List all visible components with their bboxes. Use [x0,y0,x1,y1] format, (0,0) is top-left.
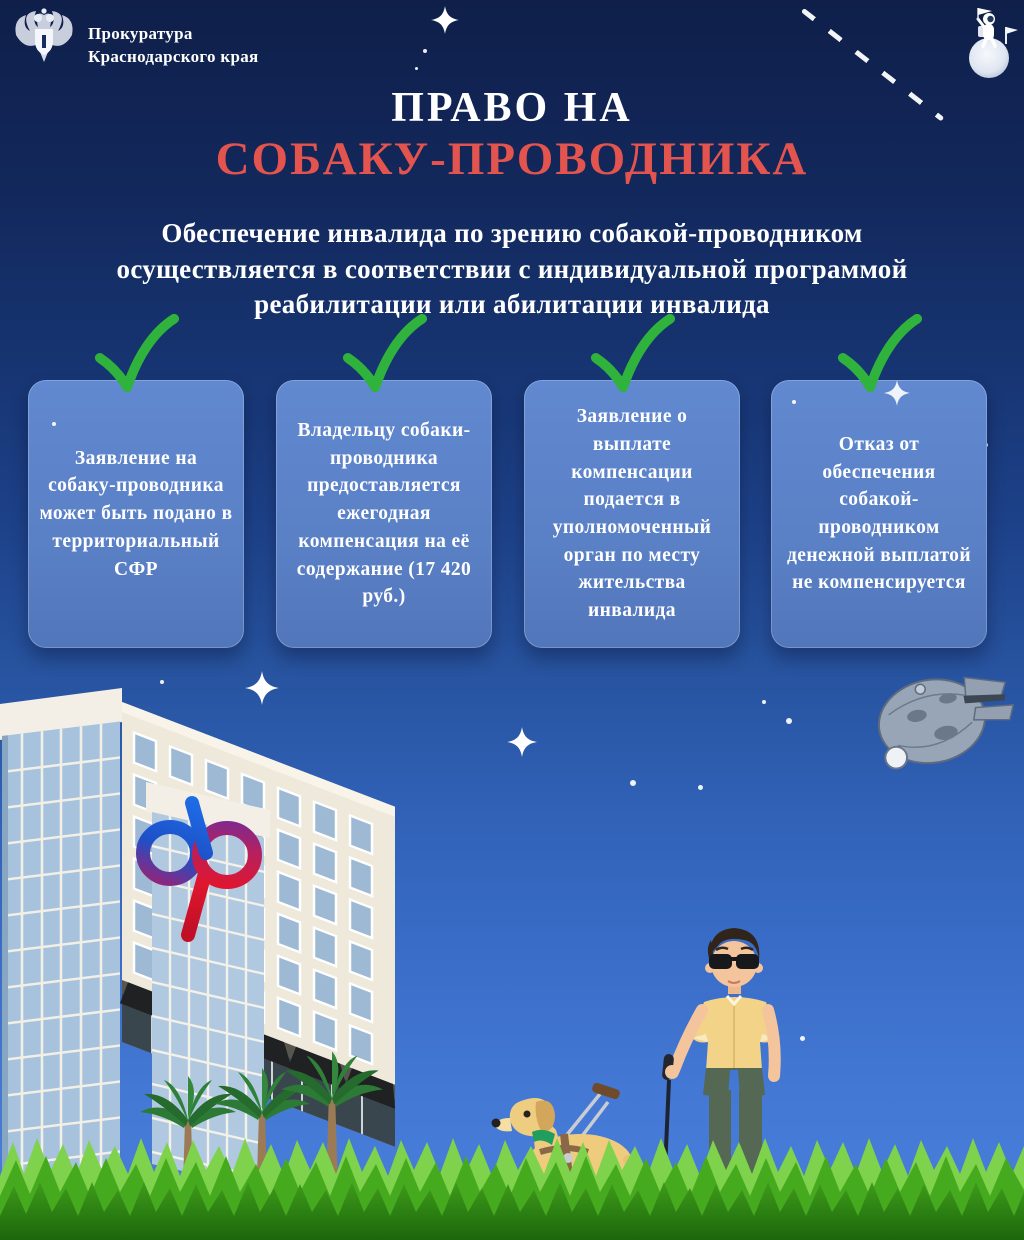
star-icon [630,780,636,786]
org-name-line2: Краснодарского края [88,47,259,66]
info-card-2 [276,380,492,648]
intro-paragraph: Обеспечение инвалида по зрению собакой-проводником осуществляется в соответствии с индивидуальной программой реабилитации или абилитации инвалида [116,218,908,320]
prosecutor-emblem-icon [12,5,76,67]
info-card-2-text: Владельцу собаки-проводника предоставляется ежегодная компенсация на её содержание (17 420 руб.) [296,420,472,608]
info-card-1-text: Заявление на собаку-проводника может быть подано в территориальный СФР [39,447,233,580]
info-card-4-text: Отказ от обеспечения собакой-проводником денежной выплатой не компенсируется [787,433,971,594]
info-card-1 [28,380,244,648]
page-title-line1: ПРАВО НА [391,85,633,131]
checkmark-icon [92,314,180,392]
star-icon [52,422,56,426]
checkmark-icon [340,314,428,392]
star-icon [415,67,418,70]
star-icon [762,700,766,704]
millennium-falcon [860,656,1018,778]
org-name-line1: Прокуратура [88,24,193,43]
moon [969,38,1009,78]
star-icon [786,718,792,724]
star-icon [698,785,703,790]
checkmark-icon [835,314,923,392]
sparkle-icon [431,6,459,34]
org-name [88,22,259,68]
sparkle-icon [507,727,537,757]
star-icon [792,400,796,404]
info-card-3 [524,380,740,648]
info-card-4 [771,380,987,648]
page-title-line2: СОБАКУ-ПРОВОДНИКА [215,133,809,185]
sfr-logo [128,787,303,942]
info-card-3-text: Заявление о выплате компенсации подается в уполномоченный орган по месту жительства инвалида [552,406,712,622]
astronaut-on-moon-icon [952,0,1018,80]
star-icon [423,49,427,53]
grass [0,1112,1024,1240]
checkmark-icon [588,314,676,392]
